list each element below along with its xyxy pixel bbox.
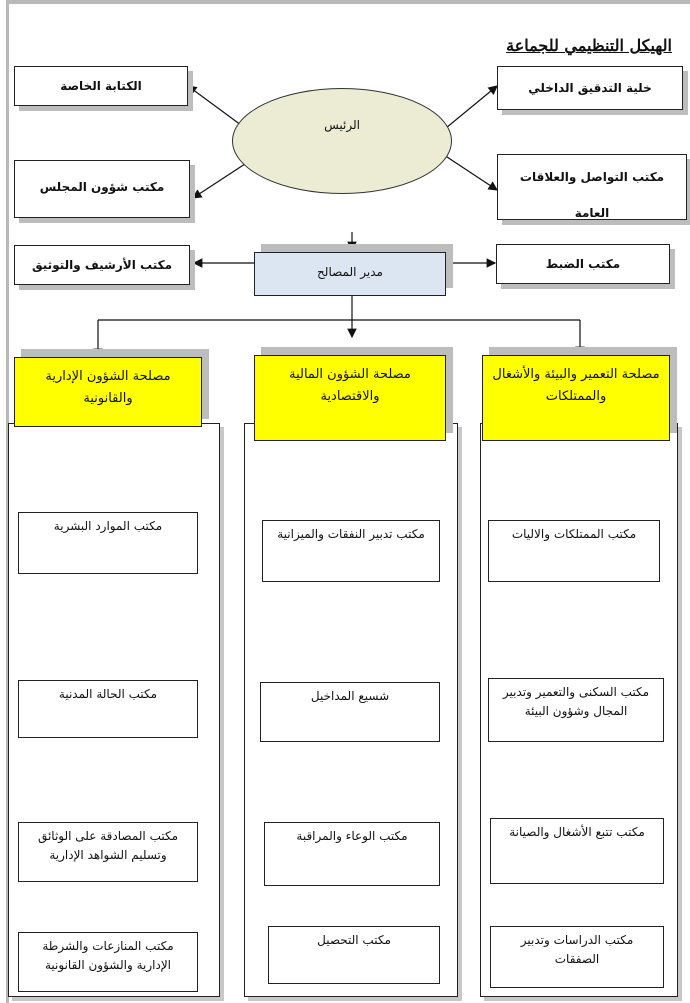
- director-box: مدير المصالح: [254, 252, 446, 296]
- internal-audit-box: خلية التدقيق الداخلي: [497, 66, 683, 110]
- chart-title: الهيكل التنظيمي للجماعة: [506, 36, 672, 55]
- page-frame-top: [6, 0, 690, 4]
- office-admin-4: مكتب المنازعات والشرطة الإدارية والشؤون القانونية: [18, 932, 198, 992]
- office-finance-2: شسيع المداخيل: [260, 682, 440, 742]
- office-admin-2: مكتب الحالة المدنية: [18, 680, 198, 738]
- office-finance-1: مكتب تدبير النفقات والميزانية: [262, 520, 440, 582]
- president-node: [232, 88, 452, 194]
- office-urbanism-1: مكتب الممتلكات والاليات: [488, 520, 660, 582]
- president-label: الرئيس: [324, 118, 360, 132]
- office-admin-1: مكتب الموارد البشرية: [18, 512, 198, 574]
- office-finance-4: مكتب التحصيل: [268, 926, 440, 984]
- control-office-box: مكتب الضبط: [496, 244, 670, 284]
- office-admin-3: مكتب المصادقة على الوثائق وتسليم الشواهد الإدارية: [18, 822, 198, 882]
- office-urbanism-4: مكتب الدراسات وتدبير الصفقات: [490, 926, 664, 988]
- communication-office-box: مكتب التواصل والعلاقات العامة: [497, 154, 687, 220]
- urbanism-service-header: مصلحة التعمير والبيئة والأشغال والممتلكات: [482, 355, 670, 441]
- office-finance-3: مكتب الوعاء والمراقبة: [264, 822, 440, 886]
- office-urbanism-3: مكتب تتبع الأشغال والصيانة: [490, 818, 664, 884]
- office-urbanism-2: مكتب السكنى والتعمير وتدبير المجال وشؤون البيئة: [488, 678, 664, 742]
- private-secretariat-box: الكتابة الخاصة: [14, 66, 188, 106]
- admin-service-header: مصلحة الشؤون الإدارية والقانونية: [14, 357, 202, 427]
- council-affairs-box: مكتب شؤون المجلس: [14, 160, 190, 218]
- archive-office-box: مكتب الأرشيف والتوثيق: [14, 245, 190, 285]
- finance-service-header: مصلحة الشؤون المالية والاقتصادية: [254, 355, 446, 441]
